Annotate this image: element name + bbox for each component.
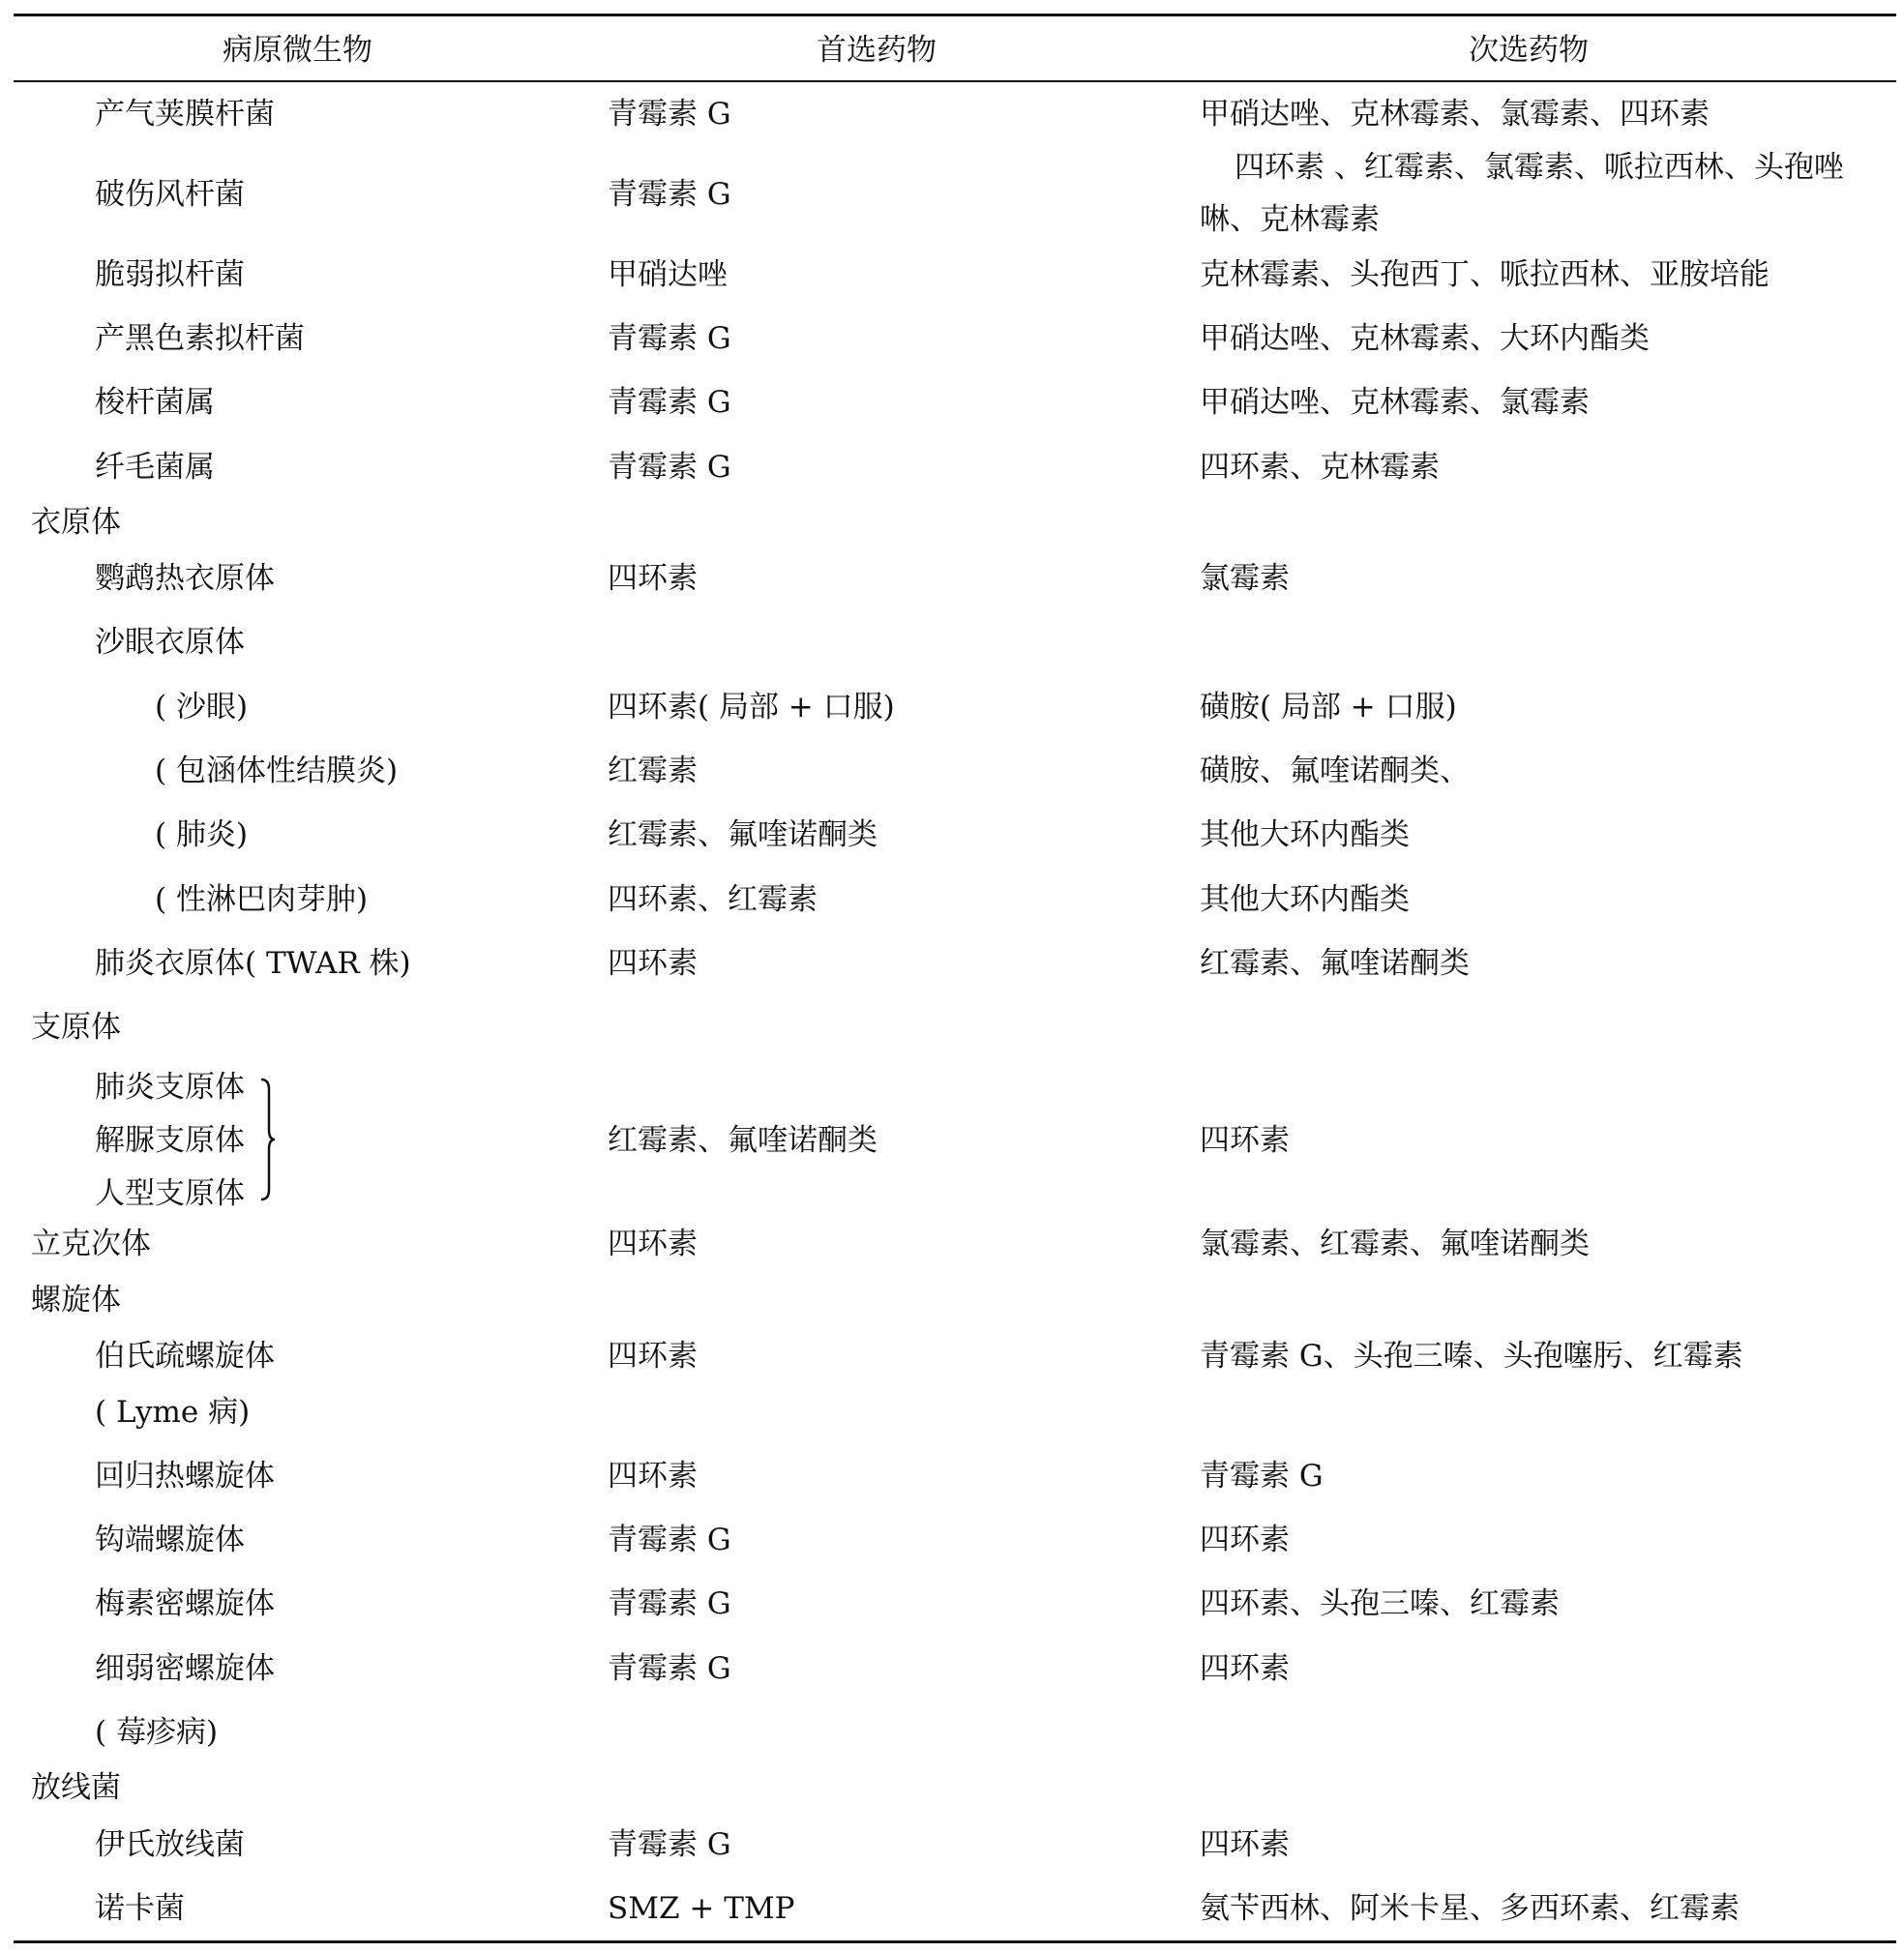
first-choice-cell: 四环素( 局部 + 口服) — [608, 690, 895, 725]
table-row — [0, 942, 1904, 996]
second-choice-cell: 青霉素 G、头孢三嗪、头孢噻肟、红霉素 — [1200, 1339, 1743, 1374]
table-row — [0, 621, 1904, 675]
table-row — [0, 253, 1904, 308]
table-row — [0, 878, 1904, 932]
first-choice-cell: 四环素、红霉素 — [608, 882, 818, 917]
table-row — [0, 557, 1904, 611]
second-choice-cell: 四环素、克林霉素 — [1200, 450, 1440, 485]
pathogen-cell: ( 性淋巴肉芽肿) — [155, 882, 369, 917]
category-cell: 放线菌 — [31, 1770, 121, 1805]
table-row — [0, 1279, 1904, 1333]
pathogen-cell: 伊氏放线菌 — [95, 1827, 245, 1862]
first-choice-cell: SMZ + TMP — [608, 1891, 795, 1926]
second-choice-cell: 氯霉素 — [1200, 561, 1290, 596]
table-row — [0, 1119, 1904, 1173]
pathogen-cell: ( 莓疹病) — [95, 1715, 219, 1750]
first-choice-cell: 青霉素 G — [608, 97, 731, 132]
pathogen-cell: ( 包涵体性结膜炎) — [155, 754, 399, 788]
first-choice-cell: 红霉素、氟喹诺酮类 — [608, 817, 878, 852]
first-choice-cell: 四环素 — [608, 946, 698, 981]
table-row — [0, 1711, 1904, 1765]
first-choice-cell: 甲硝达唑 — [608, 257, 728, 292]
first-choice-cell: 四环素 — [608, 1339, 698, 1374]
pathogen-cell: 解脲支原体 — [95, 1123, 245, 1158]
second-choice-cell: 四环素 — [1200, 1523, 1290, 1557]
pathogen-cell: 梭杆菌属 — [95, 385, 215, 420]
pathogen-cell: 破伤风杆菌 — [95, 177, 245, 212]
second-choice-cell: 四环素 、红霉素、氯霉素、哌拉西林、头孢唑啉、克林霉素 — [1200, 150, 1844, 237]
table-row — [0, 446, 1904, 500]
pathogen-cell: 鹦鹉热衣原体 — [95, 561, 275, 596]
first-choice-cell: 青霉素 G — [608, 450, 731, 485]
pathogen-cell: 人型支原体 — [95, 1176, 245, 1211]
table-row — [0, 1519, 1904, 1573]
second-choice-cell: 青霉素 G — [1200, 1459, 1324, 1494]
table-bottom-rule — [14, 1940, 1896, 1943]
pathogen-cell: 产黑色素拟杆菌 — [95, 321, 305, 356]
first-choice-cell: 青霉素 G — [608, 1651, 731, 1686]
pathogen-cell: ( 沙眼) — [155, 690, 249, 725]
table-row — [0, 1172, 1904, 1227]
table-row — [0, 1823, 1904, 1878]
pathogen-cell: 伯氏疏螺旋体 — [95, 1339, 275, 1374]
pathogen-cell: 梅素密螺旋体 — [95, 1586, 275, 1621]
pathogen-cell: 肺炎支原体 — [95, 1070, 245, 1105]
table-top-rule — [14, 14, 1896, 16]
pathogen-cell: ( Lyme 病) — [95, 1395, 251, 1430]
pathogen-cell: 肺炎衣原体( TWAR 株) — [95, 946, 411, 981]
pathogen-cell: 纤毛菌属 — [95, 450, 215, 485]
first-choice-cell: 四环素 — [608, 1459, 698, 1494]
second-choice-cell: 磺胺( 局部 + 口服) — [1200, 690, 1457, 725]
category-cell: 衣原体 — [31, 505, 121, 540]
second-choice-cell: 甲硝达唑、克林霉素、大环内酯类 — [1200, 321, 1650, 356]
second-choice-cell: 其他大环内酯类 — [1200, 882, 1410, 917]
table-row — [0, 1455, 1904, 1509]
first-choice-cell: 四环素 — [608, 1227, 698, 1261]
second-choice-cell: 甲硝达唑、克林霉素、氯霉素 — [1200, 385, 1590, 420]
table-row — [0, 750, 1904, 804]
first-choice-cell: 青霉素 G — [608, 1586, 731, 1621]
second-choice-cell: 克林霉素、头孢西丁、哌拉西林、亚胺培能 — [1200, 257, 1770, 292]
category-cell: 立克次体 — [31, 1227, 151, 1261]
table-row — [0, 1335, 1904, 1389]
table-row — [0, 317, 1904, 371]
first-choice-cell: 青霉素 G — [608, 385, 731, 420]
second-choice-cell: 四环素 — [1200, 1827, 1290, 1862]
table-row — [0, 501, 1904, 555]
pathogen-cell: 回归热螺旋体 — [95, 1459, 275, 1494]
pathogen-cell: 产气荚膜杆菌 — [95, 97, 275, 132]
second-choice-cell: 四环素、头孢三嗪、红霉素 — [1200, 1586, 1560, 1621]
pathogen-cell: 沙眼衣原体 — [95, 625, 245, 660]
second-choice-cell: 磺胺、氟喹诺酮类、 — [1200, 754, 1470, 788]
table-row — [0, 381, 1904, 435]
second-choice-cell: 四环素 — [1200, 1123, 1290, 1158]
second-choice-cell: 红霉素、氟喹诺酮类 — [1200, 946, 1470, 981]
table-row — [0, 1766, 1904, 1820]
pathogen-cell: 钩端螺旋体 — [95, 1523, 245, 1557]
header-pathogen: 病原微生物 — [223, 33, 372, 68]
category-cell: 螺旋体 — [31, 1283, 121, 1317]
first-choice-cell: 青霉素 G — [608, 1523, 731, 1557]
pathogen-cell: ( 肺炎) — [155, 817, 249, 852]
first-choice-cell: 青霉素 G — [608, 321, 731, 356]
second-choice-cell: 氯霉素、红霉素、氟喹诺酮类 — [1200, 1227, 1590, 1261]
pathogen-cell: 细弱密螺旋体 — [95, 1651, 275, 1686]
table-row — [0, 1066, 1904, 1120]
table-row — [0, 686, 1904, 740]
first-choice-cell: 红霉素 — [608, 754, 698, 788]
header-second-choice: 次选药物 — [1469, 33, 1589, 68]
header-first-choice: 首选药物 — [817, 33, 937, 68]
table-row — [0, 1006, 1904, 1060]
category-cell: 支原体 — [31, 1010, 121, 1045]
second-choice-cell: 氨苄西林、阿米卡星、多西环素、红霉素 — [1200, 1891, 1740, 1926]
table-row — [0, 1223, 1904, 1277]
table-row — [0, 1583, 1904, 1637]
pathogen-cell: 脆弱拟杆菌 — [95, 257, 245, 292]
grouping-brace — [259, 1078, 275, 1201]
table-row — [0, 814, 1904, 868]
second-choice-cell: 其他大环内酯类 — [1200, 817, 1410, 852]
second-choice-cell: 四环素 — [1200, 1651, 1290, 1686]
second-choice-cell: 甲硝达唑、克林霉素、氯霉素、四环素 — [1200, 97, 1710, 132]
first-choice-cell: 四环素 — [608, 561, 698, 596]
first-choice-cell: 青霉素 G — [608, 177, 731, 212]
pathogen-cell: 诺卡菌 — [95, 1891, 185, 1926]
table-row — [0, 93, 1904, 147]
table-row — [0, 1647, 1904, 1701]
first-choice-cell: 青霉素 G — [608, 1827, 731, 1862]
table-row — [0, 1391, 1904, 1445]
table-header-rule — [14, 80, 1896, 82]
first-choice-cell: 红霉素、氟喹诺酮类 — [608, 1123, 878, 1158]
table-row — [0, 1887, 1904, 1941]
